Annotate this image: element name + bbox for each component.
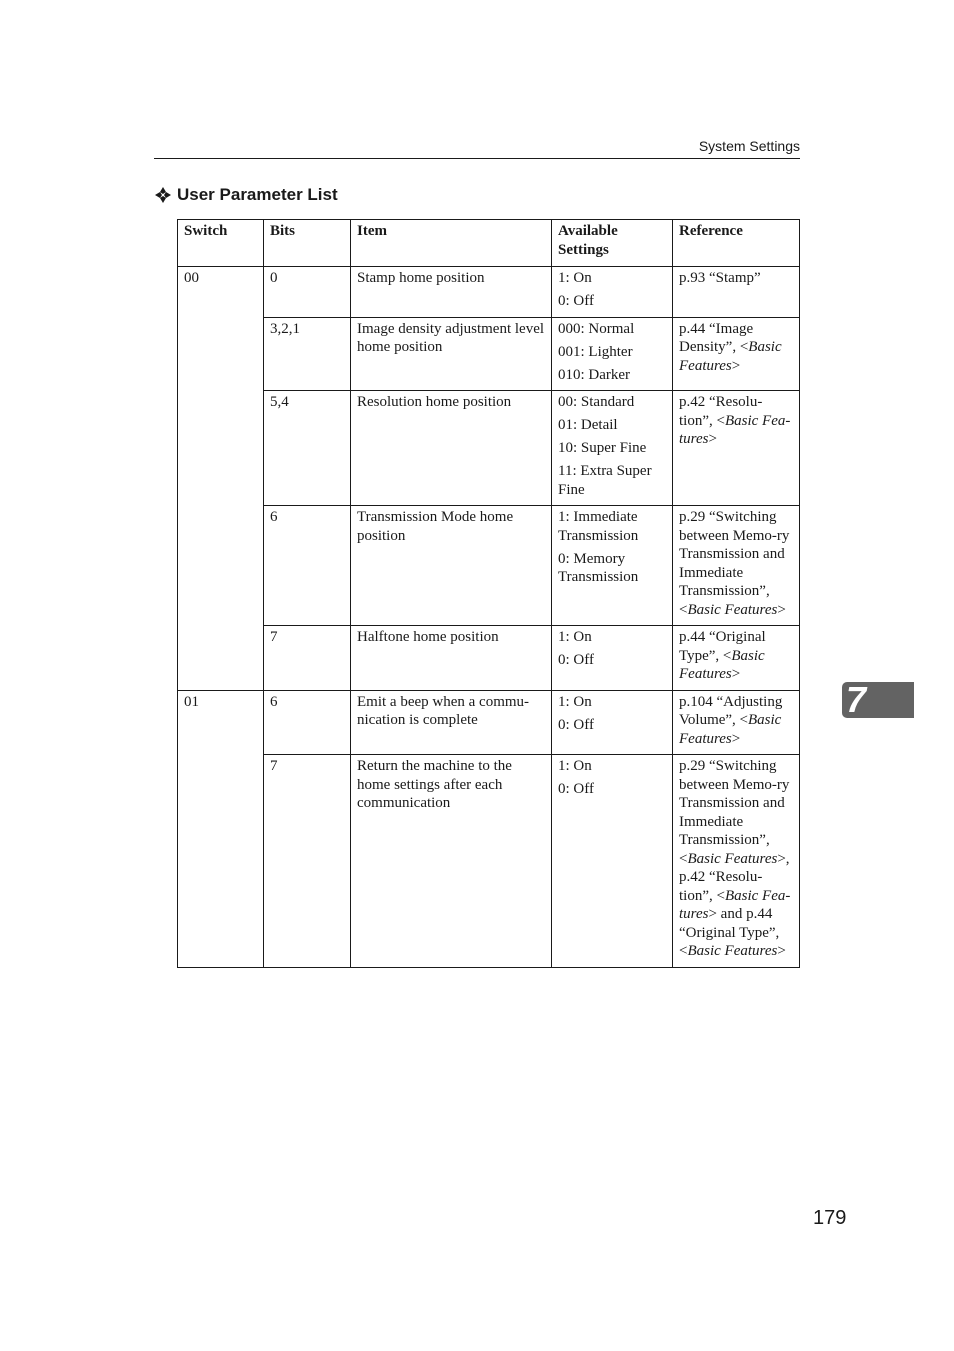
- setting-option: 01: Detail: [558, 417, 618, 433]
- setting-option: 0: Off: [558, 781, 594, 797]
- reference-cell: [673, 755, 800, 968]
- bits-cell: 7: [264, 626, 351, 691]
- bits-cell: 3,2,1: [264, 317, 351, 391]
- reference-text: p.44 “Image Density”, <: [679, 320, 754, 355]
- setting-option: 00: Standard: [558, 394, 635, 410]
- available-settings-cell: [552, 626, 673, 691]
- setting-option: 010: Darker: [558, 366, 631, 383]
- item-cell: Return the machine to the home settings after each communication: [351, 755, 552, 968]
- reference-text: p.104 “Adjusting Volume”, <: [679, 693, 783, 728]
- table-row: [178, 755, 800, 968]
- setting-option: 000: Normal: [558, 320, 635, 337]
- reference-cell: [673, 690, 800, 755]
- column-header-bits: Bits: [264, 220, 351, 267]
- running-header: System Settings: [698, 138, 800, 154]
- setting-option: 0: Off: [558, 293, 594, 309]
- section-title: User Parameter List: [177, 185, 338, 204]
- item-cell: Resolution home position: [351, 391, 552, 506]
- section-heading: [154, 185, 338, 205]
- table-row: [178, 391, 800, 506]
- reference-text: p.29 “Switching between Memo-ry Transmission and Immediate Transmission”, <: [679, 758, 790, 867]
- switch-cell: 00: [178, 267, 264, 691]
- setting-option: 1: On: [558, 629, 592, 645]
- switch-cell: 01: [178, 690, 264, 967]
- reference-cell: [673, 626, 800, 691]
- reference-text: p.44 “Original Type”, <: [679, 629, 766, 664]
- table-row: [178, 267, 800, 318]
- bits-cell: 6: [264, 690, 351, 755]
- reference-text: >: [731, 357, 741, 374]
- setting-option: 1: On: [558, 270, 592, 286]
- reference-cell: [673, 267, 800, 318]
- reference-book-title: Basic Features: [679, 339, 782, 374]
- setting-option: 0: Off: [558, 652, 594, 668]
- item-cell: Transmission Mode home position: [351, 506, 552, 626]
- chapter-tab: [842, 679, 914, 720]
- reference-text: >: [777, 943, 786, 959]
- reference-text: >: [731, 730, 741, 747]
- reference-text: p.93 “Stamp”: [679, 270, 761, 286]
- table-header-row: [178, 220, 800, 267]
- reference-book-title: Basic Features: [679, 712, 782, 747]
- page-number: 179: [813, 1207, 847, 1229]
- available-settings-cell: [552, 690, 673, 755]
- available-settings-cell: [552, 506, 673, 626]
- bits-cell: 5,4: [264, 391, 351, 506]
- table-row: [178, 506, 800, 626]
- available-settings-cell: [552, 755, 673, 968]
- setting-option: 1: Immediate Transmission: [558, 509, 639, 544]
- reference-cell: [673, 391, 800, 506]
- setting-option: 0: Memory Transmission: [558, 550, 639, 585]
- bits-cell: 0: [264, 267, 351, 318]
- setting-option: 0: Off: [558, 716, 594, 733]
- setting-option: 1: On: [558, 693, 592, 710]
- available-settings-cell: [552, 267, 673, 318]
- table-row: [178, 626, 800, 691]
- setting-option: 10: Super Fine: [558, 440, 647, 456]
- reference-book-title: Basic Features: [687, 601, 778, 618]
- reference-text: > and p.44 “Original Type”, <: [679, 906, 780, 959]
- reference-book-title: Basic Features: [687, 850, 778, 867]
- table-row: [178, 317, 800, 391]
- column-header-reference: Reference: [673, 220, 800, 267]
- item-cell: Emit a beep when a commu-nication is complete: [351, 690, 552, 755]
- reference-text: >: [777, 601, 786, 618]
- reference-book-title: Basic Fea-tures: [679, 412, 791, 447]
- reference-book-title: Basic Fea-tures: [679, 887, 791, 922]
- setting-option: 001: Lighter: [558, 343, 633, 360]
- available-settings-cell: [552, 317, 673, 391]
- setting-option: 11: Extra Super Fine: [558, 463, 652, 498]
- reference-book-title: Basic Features: [687, 943, 778, 959]
- table-row: [178, 690, 800, 755]
- available-settings-cell: [552, 391, 673, 506]
- reference-text: >: [708, 431, 717, 447]
- column-header-available-settings: Available Settings: [552, 220, 673, 267]
- bits-cell: 7: [264, 755, 351, 968]
- reference-cell: [673, 317, 800, 391]
- item-cell: Stamp home position: [351, 267, 552, 318]
- reference-text: p.29 “Switching between Memo-ry Transmission and Immediate Transmission”, <: [679, 509, 790, 618]
- reference-text: p.42 “Resolu-tion”, <: [679, 394, 763, 429]
- user-parameter-table: [177, 219, 800, 968]
- column-header-item: Item: [351, 220, 552, 267]
- diamond-bullet-icon: [154, 186, 172, 204]
- chapter-number: 7: [846, 679, 867, 720]
- bits-cell: 6: [264, 506, 351, 626]
- reference-text: >, p.42 “Resolu-tion”, <: [679, 850, 790, 904]
- reference-cell: [673, 506, 800, 626]
- reference-text: >: [731, 666, 741, 682]
- item-cell: Image density adjustment level home position: [351, 317, 552, 391]
- item-cell: Halftone home position: [351, 626, 552, 691]
- header-divider: [154, 158, 800, 159]
- reference-book-title: Basic Features: [679, 647, 765, 682]
- column-header-switch: Switch: [178, 220, 264, 267]
- setting-option: 1: On: [558, 758, 592, 774]
